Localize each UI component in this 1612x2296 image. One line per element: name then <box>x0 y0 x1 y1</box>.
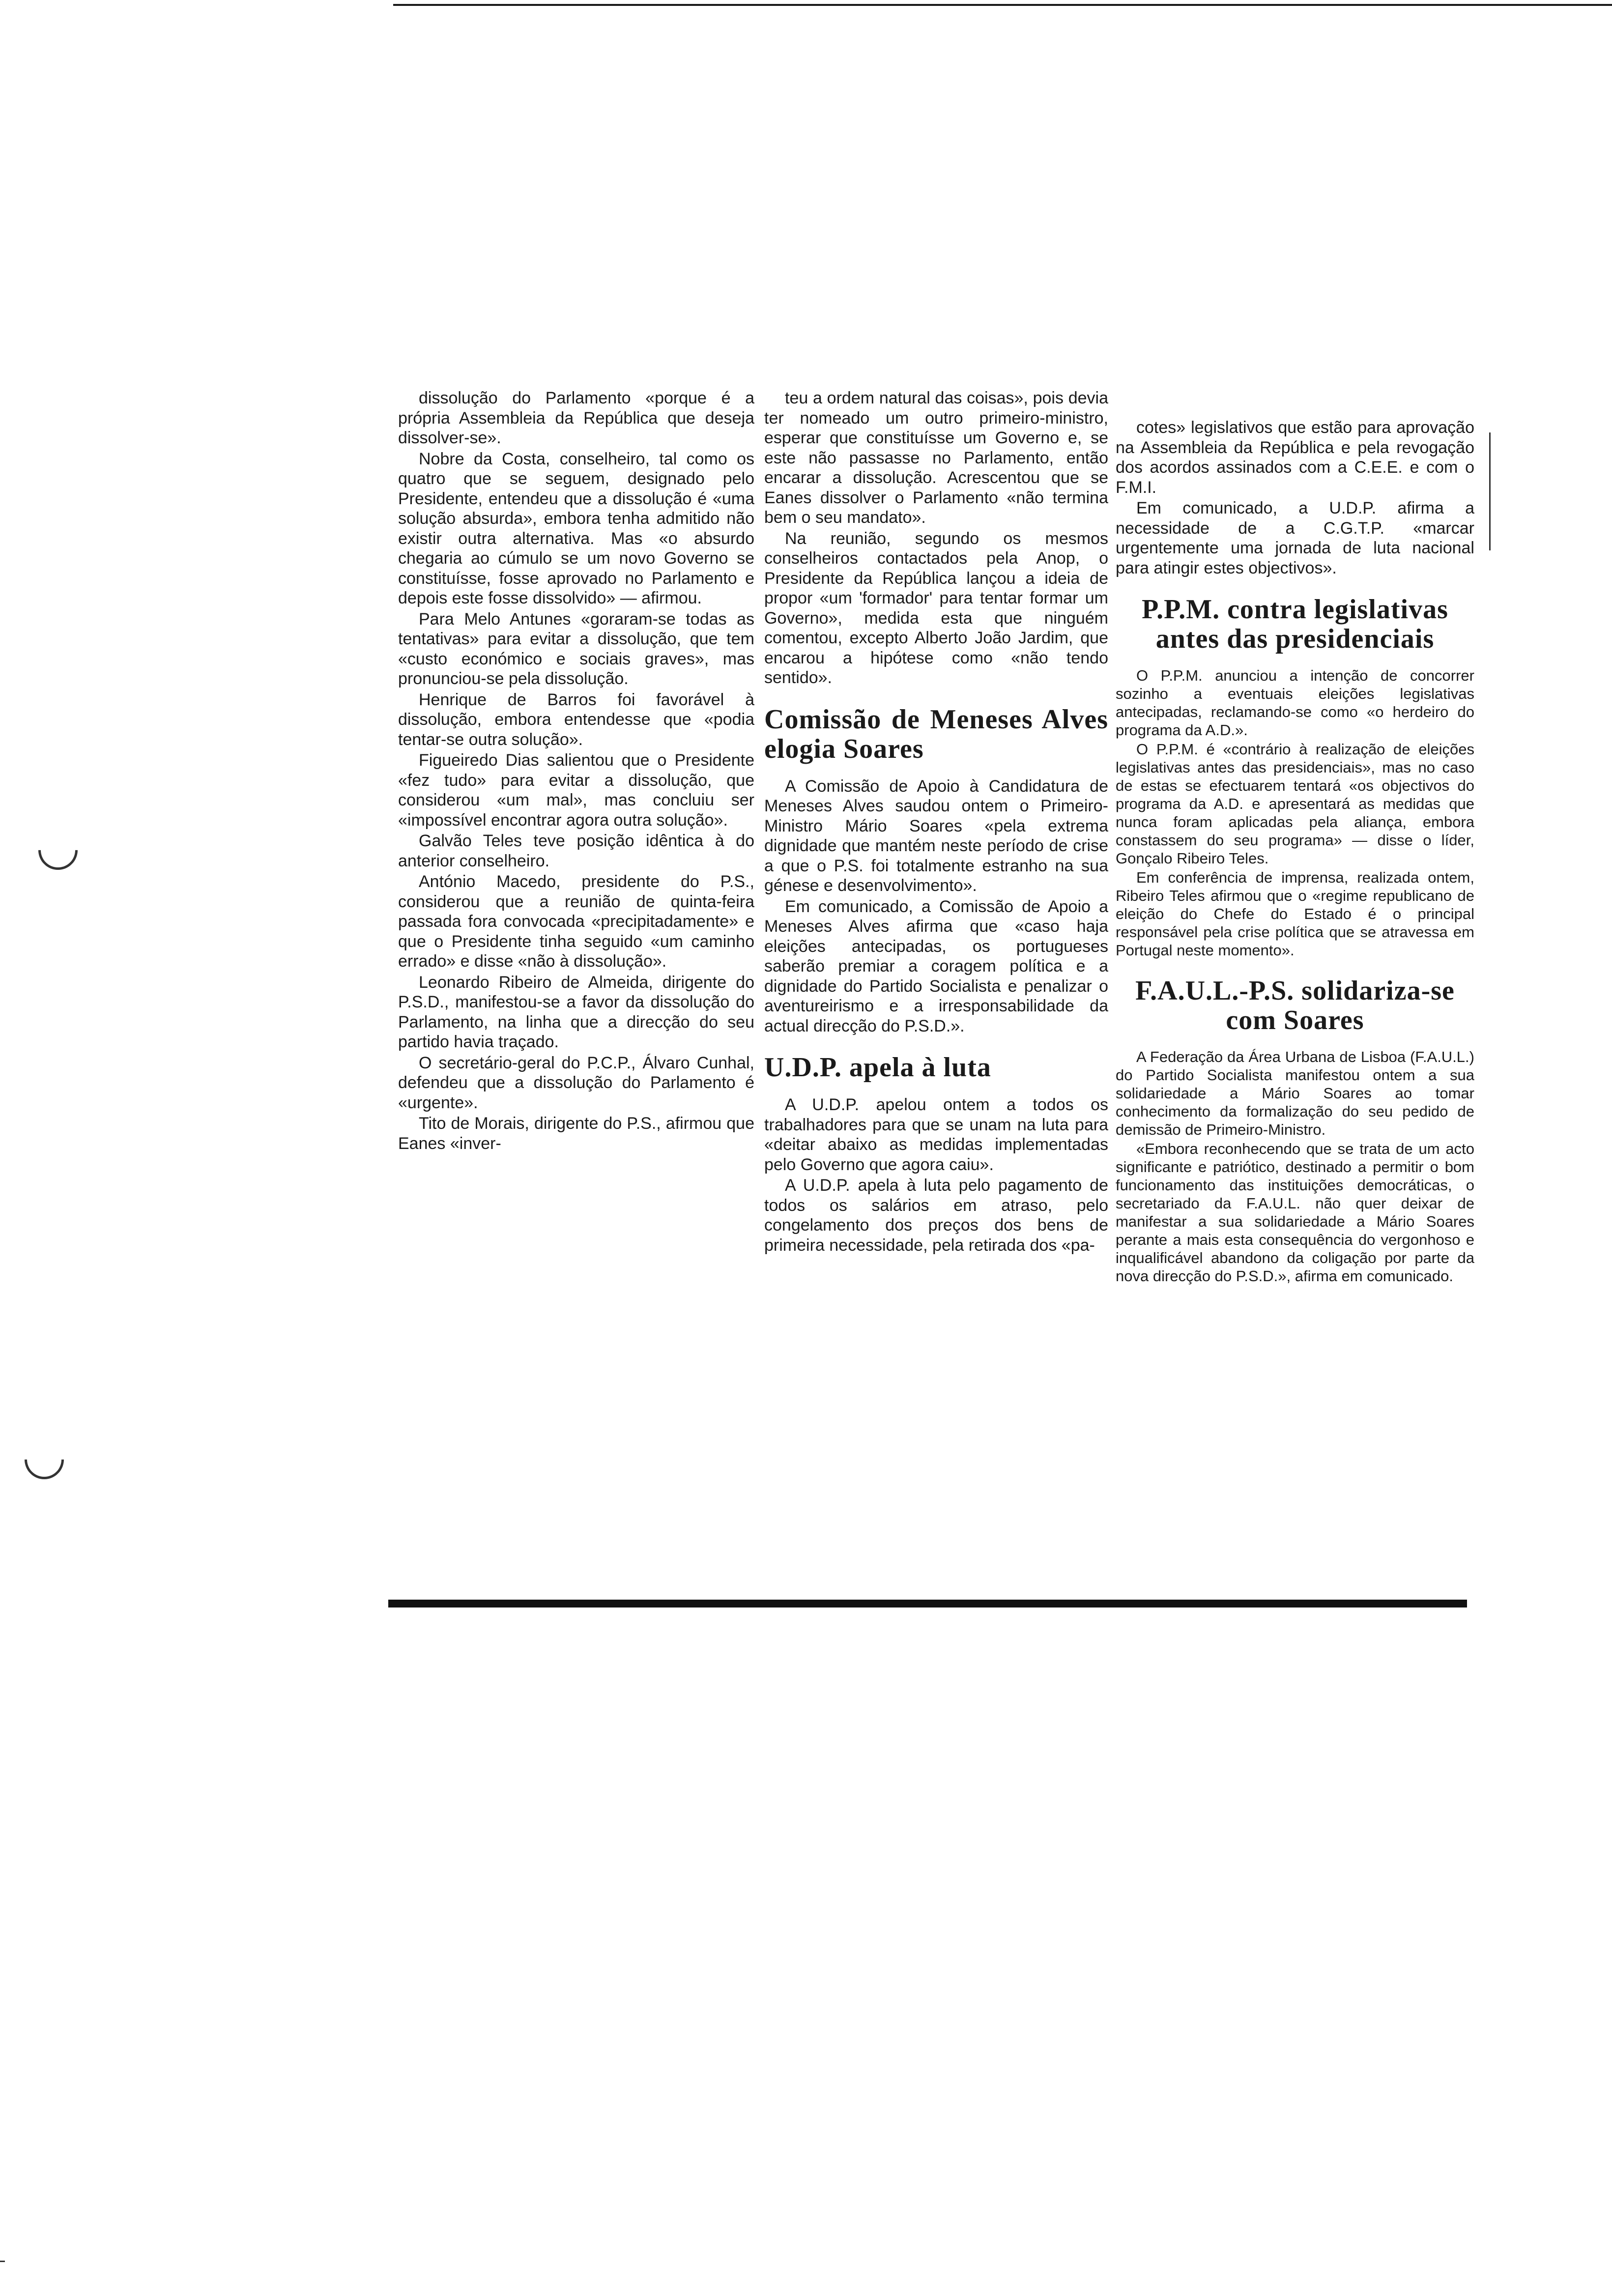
paragraph: O secretário-geral do P.C.P., Álvaro Cunhal, defendeu que a dissolução do Parlamento é «urgente». <box>398 1053 754 1112</box>
article-column-1 <box>398 388 754 1154</box>
paragraph: cotes» legislativos que estão para aprovação na Assembleia da República e pela revogação dos acordos assinados com a C.E.E. e com o F.M.I. <box>1116 418 1474 497</box>
paragraph: Em comunicado, a U.D.P. afirma a necessidade de a C.G.T.P. «marcar urgentemente uma jornada de luta nacional para atingir estes objectivos». <box>1116 499 1474 577</box>
paragraph: Galvão Teles teve posição idêntica à do anterior conselheiro. <box>398 832 754 870</box>
paragraph: O P.P.M. anunciou a intenção de concorrer sozinho a eventuais eleições legislativas antecipadas, reclamando-se como «o herdeiro do programa da A.D.». <box>1116 667 1474 739</box>
paragraph: «Embora reconhecendo que se trata de um acto significante e patriótico, destinado a permitir o bom funcionamento das instituições democráticas, o secretariado da F.A.U.L. não quer deixar de manifestar a sua solidariedade a Mário Soares perante a mais esta consequência do vergonhoso e inqualificável abandono da coligação por parte da nova direcção do P.S.D.», afirma em comunicado. <box>1116 1140 1474 1285</box>
section-headline: F.A.U.L.-P.S. solidariza-se com Soares <box>1135 976 1455 1035</box>
paragraph: Para Melo Antunes «goraram-se todas as tentativas» para evitar a dissolução, que tem «custo económico e sociais graves», mas pronunciou-se pela dissolução. <box>398 609 754 688</box>
paragraph: A Federação da Área Urbana de Lisboa (F.A.U.L.) do Partido Socialista manifestou ontem a sua solidariedade a Mário Soares ao tomar conhecimento da formalização do seu pedido de demissão de Primeiro-Ministro. <box>1116 1048 1474 1138</box>
paragraph: Na reunião, segundo os mesmos conselheiros contactados pela Anop, o Presidente da República lançou a ideia de propor «um 'formador' para tentar formar um Governo», medida esta que ninguém comentou, excepto Alberto João Jardim, que encarou a hipótese como «não tendo sentido». <box>764 529 1108 687</box>
punch-hole-mark <box>30 822 86 878</box>
paragraph: A U.D.P. apela à luta pelo pagamento de todos os salários em atraso, pelo congelamento dos preços dos bens de primeira necessidade, pela retirada dos «pa- <box>764 1176 1108 1255</box>
margin-line <box>1489 432 1491 550</box>
paragraph: Figueiredo Dias salientou que o Presidente «fez tudo» para evitar a dissolução, que considerou «um mal», mas concluiu ser «impossível encontrar agora outra solução». <box>398 751 754 830</box>
edge-mark <box>0 2261 5 2262</box>
section-headline: Comissão de Meneses Alves elogia Soares <box>764 704 1108 764</box>
section-headline: P.P.M. contra legislativas antes das presidenciais <box>1142 594 1448 654</box>
punch-hole-mark <box>16 1432 72 1487</box>
paragraph: Leonardo Ribeiro de Almeida, dirigente do P.S.D., manifestou-se a favor da dissolução do Parlamento, na linha que a direcção do seu partido havia traçado. <box>398 973 754 1051</box>
paragraph: António Macedo, presidente do P.S., considerou que a reunião de quinta-feira passada fora convocada «precipitadamente» e que o Presidente tinha seguido «um caminho errado» e disse «não à dissolução». <box>398 872 754 971</box>
article-column-2 <box>764 388 1108 1256</box>
paragraph: dissolução do Parlamento «porque é a própria Assembleia da República que deseja dissolver-se». <box>398 389 754 447</box>
paragraph: A Comissão de Apoio à Candidatura de Meneses Alves saudou ontem o Primeiro-Ministro Mário Soares «pela extrema dignidade que mantém neste período de crise a que o P.S. foi totalmente estranho na sua génese e desenvolvimento». <box>764 776 1108 895</box>
article-column-3 <box>1116 418 1474 1286</box>
paragraph: Em conferência de imprensa, realizada ontem, Ribeiro Teles afirmou que o «regime republicano de eleição do Chefe do Estado é o principal responsável pela crise política que se atravessa em Portugal neste momento». <box>1116 869 1474 959</box>
paragraph: Tito de Morais, dirigente do P.S., afirmou que Eanes «inver- <box>398 1114 754 1153</box>
top-rule <box>393 4 1612 6</box>
paragraph: Em comunicado, a Comissão de Apoio a Meneses Alves afirma que «caso haja eleições antecipadas, os portugueses saberão premiar a coragem política e a dignidade do Partido Socialista e penalizar o aventureirismo e a irresponsabilidade da actual direcção do P.S.D.». <box>764 897 1108 1035</box>
bottom-rule <box>388 1600 1467 1607</box>
section-headline: U.D.P. apela à luta <box>764 1052 991 1083</box>
paragraph: Henrique de Barros foi favorável à dissolução, embora entendesse que «podia tentar-se outra solução». <box>398 690 754 749</box>
paragraph: Nobre da Costa, conselheiro, tal como os quatro que se seguem, designado pelo Presidente, entendeu que a dissolução é «uma solução absurda», embora tenha admitido não existir outra alternativa. Mas «o absurdo chegaria ao cúmulo se um novo Governo se constituísse, fosse aprovado no Parlamento e depois este fosse dissolvido» — afirmou. <box>398 449 754 607</box>
paragraph: teu a ordem natural das coisas», pois devia ter nomeado um outro primeiro-ministro, esperar que constituísse um Governo e, se este não passasse no Parlamento, então encarar a dissolução. Acrescentou que se Eanes dissolver o Parlamento «não termina bem o seu mandato». <box>764 389 1108 527</box>
paragraph: A U.D.P. apelou ontem a todos os trabalhadores para que se unam na luta para «deitar abaixo as medidas implementadas pelo Governo que agora caiu». <box>764 1095 1108 1174</box>
paragraph: O P.P.M. é «contrário à realização de eleições legislativas antes das presidenciais», mas no caso de estas se efectuarem tentará «os objectivos do programa da A.D. e apresentará as medidas que nunca foram aplicadas pela aliança, embora constassem do seu programa» — disse o líder, Gonçalo Ribeiro Teles. <box>1116 741 1474 867</box>
